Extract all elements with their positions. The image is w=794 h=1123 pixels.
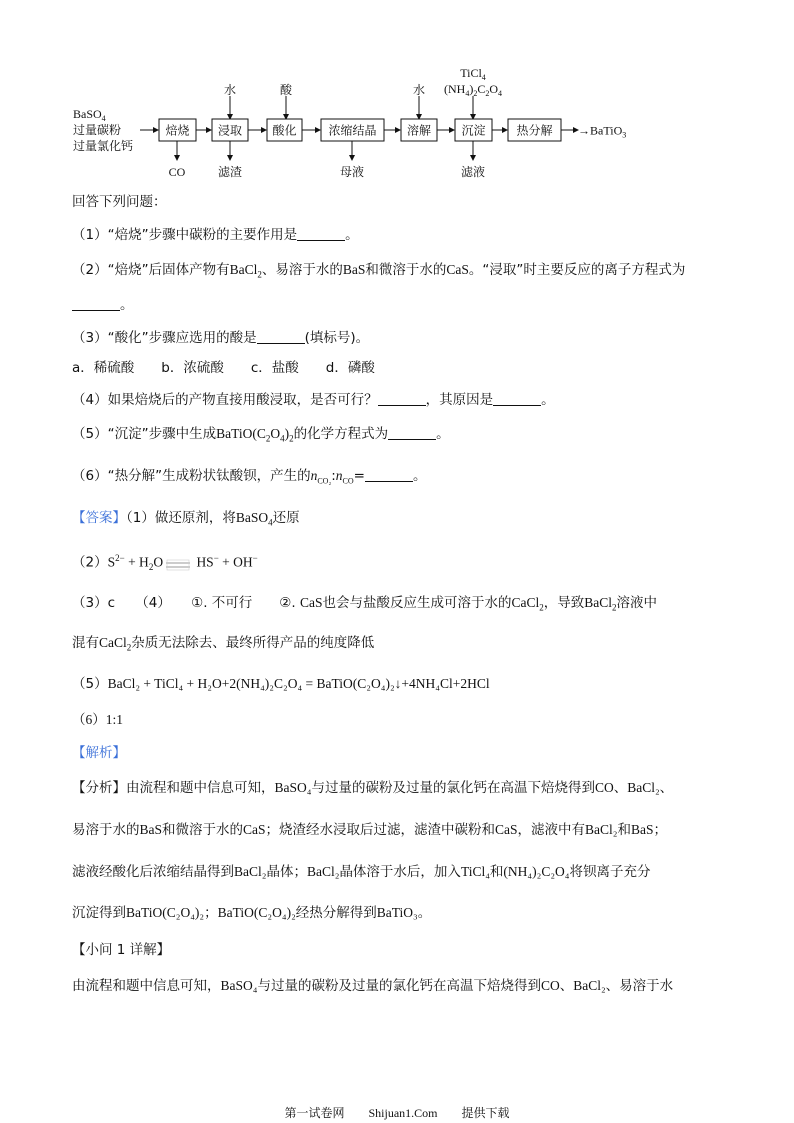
- analysis-para-4: 沉淀得到BaTiO(C₂O₄)₂；BaTiO(C₂O₄)₂经热分解得到BaTiO₃。: [72, 905, 432, 921]
- answer-2: $(2)S^{2-} + H_2O$ HS− + OH−: [72, 553, 258, 573]
- final-product: →BaTiO$_3$: [578, 123, 627, 140]
- roast-output-co: CO: [168, 165, 186, 179]
- input-carbon: 过量碳粉: [73, 123, 122, 137]
- question-2-blank: 。: [72, 295, 134, 315]
- precip-output-filtrate: 滤液: [460, 165, 486, 179]
- answer-5-equation: BaCl₂ + TiCl₄ + H₂O+2(NH₄)₂C₂O₄ = BaTiO(C₂O₄)₂↓+4NH₄Cl+2HCl: [107, 676, 490, 691]
- answer-tag: 【答案】: [72, 510, 126, 526]
- answer-6: （6）1:1: [72, 712, 124, 727]
- sub-question-1-tag: 【小问 1 详解】: [72, 942, 171, 958]
- sub-question-1-text: 由流程和题中信息可知，BaSO₄与过量的碳粉及过量的氯化钙在高温下焙烧得到CO、BaCl₂、易溶于水: [72, 978, 674, 994]
- step-precipitate-label: 沉淀: [461, 123, 486, 138]
- step-acidify-label: 酸化: [272, 123, 297, 138]
- question-6: （6）“热分解”生成粉状钛酸钡，产生的$n_{CO_2}:n_{CO}=$ 。: [72, 468, 427, 486]
- precip-input-ticl4: TiCl$_4$: [460, 66, 486, 82]
- answer-4-line2: 混有CaCl$_2$杂质无法除去、最终所得产品的纯度降低: [72, 635, 375, 653]
- step-crystallize-label: 浓缩结晶: [328, 123, 377, 138]
- crystallize-output-mother-liquor: 母液: [339, 165, 365, 179]
- question-3: （3）“酸化”步骤应选用的酸是 (填标号)。: [72, 330, 370, 346]
- prompt: 回答下列问题：: [72, 194, 167, 210]
- reversible-arrow-icon: [163, 557, 193, 569]
- footer-domain[interactable]: Shijuan1.Com: [368, 1106, 438, 1120]
- leach-output-residue: 滤渣: [217, 165, 243, 179]
- answer-1: 【答案】（1）做还原剂，将BaSO$_4$还原: [72, 510, 300, 528]
- step-leach-label: 浸取: [217, 123, 243, 138]
- footer-site: 第一试卷网: [284, 1106, 345, 1120]
- step-decompose-label: 热分解: [516, 123, 553, 138]
- footer-download: 提供下载: [461, 1106, 510, 1120]
- step-roast-label: 焙烧: [165, 123, 190, 138]
- answer-3-4: （3）c （4） ①. 不可行 ②. CaS也会与盐酸反应生成可溶于水的CaCl$_2$，导致BaCl$_2$溶液中: [72, 595, 658, 613]
- dissolve-input-water: 水: [412, 83, 426, 97]
- question-2: （2）“焙烧”后固体产物有BaCl$_2$、易溶于水的BaS和微溶于水的CaS。“浸取”时主要反应的离子方程式为: [72, 262, 686, 280]
- analysis-para-3: 滤液经酸化后浓缩结晶得到BaCl₂晶体；BaCl₂晶体溶于水后，加入TiCl₄和(NH₄)₂C₂O₄将钡离子充分: [72, 864, 651, 880]
- analysis-tag: 【解析】: [72, 745, 126, 761]
- analysis-para-1: 【分析】由流程和题中信息可知，BaSO₄与过量的碳粉及过量的氯化钙在高温下焙烧得到CO、BaCl₂、: [72, 780, 674, 796]
- question-3-options: a．稀硫酸 b．浓硫酸 c．盐酸 d．磷酸: [72, 360, 375, 376]
- question-5: （5）“沉淀”步骤中生成$BaTiO(C_2O_4)_2$的化学方程式为 。: [72, 426, 450, 444]
- input-baso4: BaSO$_4$: [73, 107, 106, 123]
- question-4: （4）如果焙烧后的产物直接用酸浸取，是否可行？ ，其原因是 。: [72, 392, 555, 408]
- acidify-input-acid: 酸: [279, 83, 293, 97]
- process-flowchart: [0, 0, 794, 190]
- precip-input-oxalate: $(NH_4)_2C_2O_4$: [443, 82, 503, 98]
- page-footer: [0, 1104, 794, 1121]
- leach-input-water: 水: [223, 83, 237, 97]
- input-cacl2: 过量氯化钙: [73, 139, 134, 153]
- step-dissolve-label: 溶解: [406, 123, 432, 138]
- question-1: （1）“焙烧”步骤中碳粉的主要作用是 。: [72, 227, 359, 243]
- analysis-para-2: 易溶于水的BaS和微溶于水的CaS；烧渣经水浸取后过滤，滤渣中碳粉和CaS，滤液中有BaCl₂和BaS；: [72, 822, 668, 838]
- answer-5: （5）BaCl₂ + TiCl₄ + H₂O+2(NH₄)₂C₂O₄ = BaTiO(C₂O₄)₂↓+4NH₄Cl+2HCl: [72, 676, 490, 692]
